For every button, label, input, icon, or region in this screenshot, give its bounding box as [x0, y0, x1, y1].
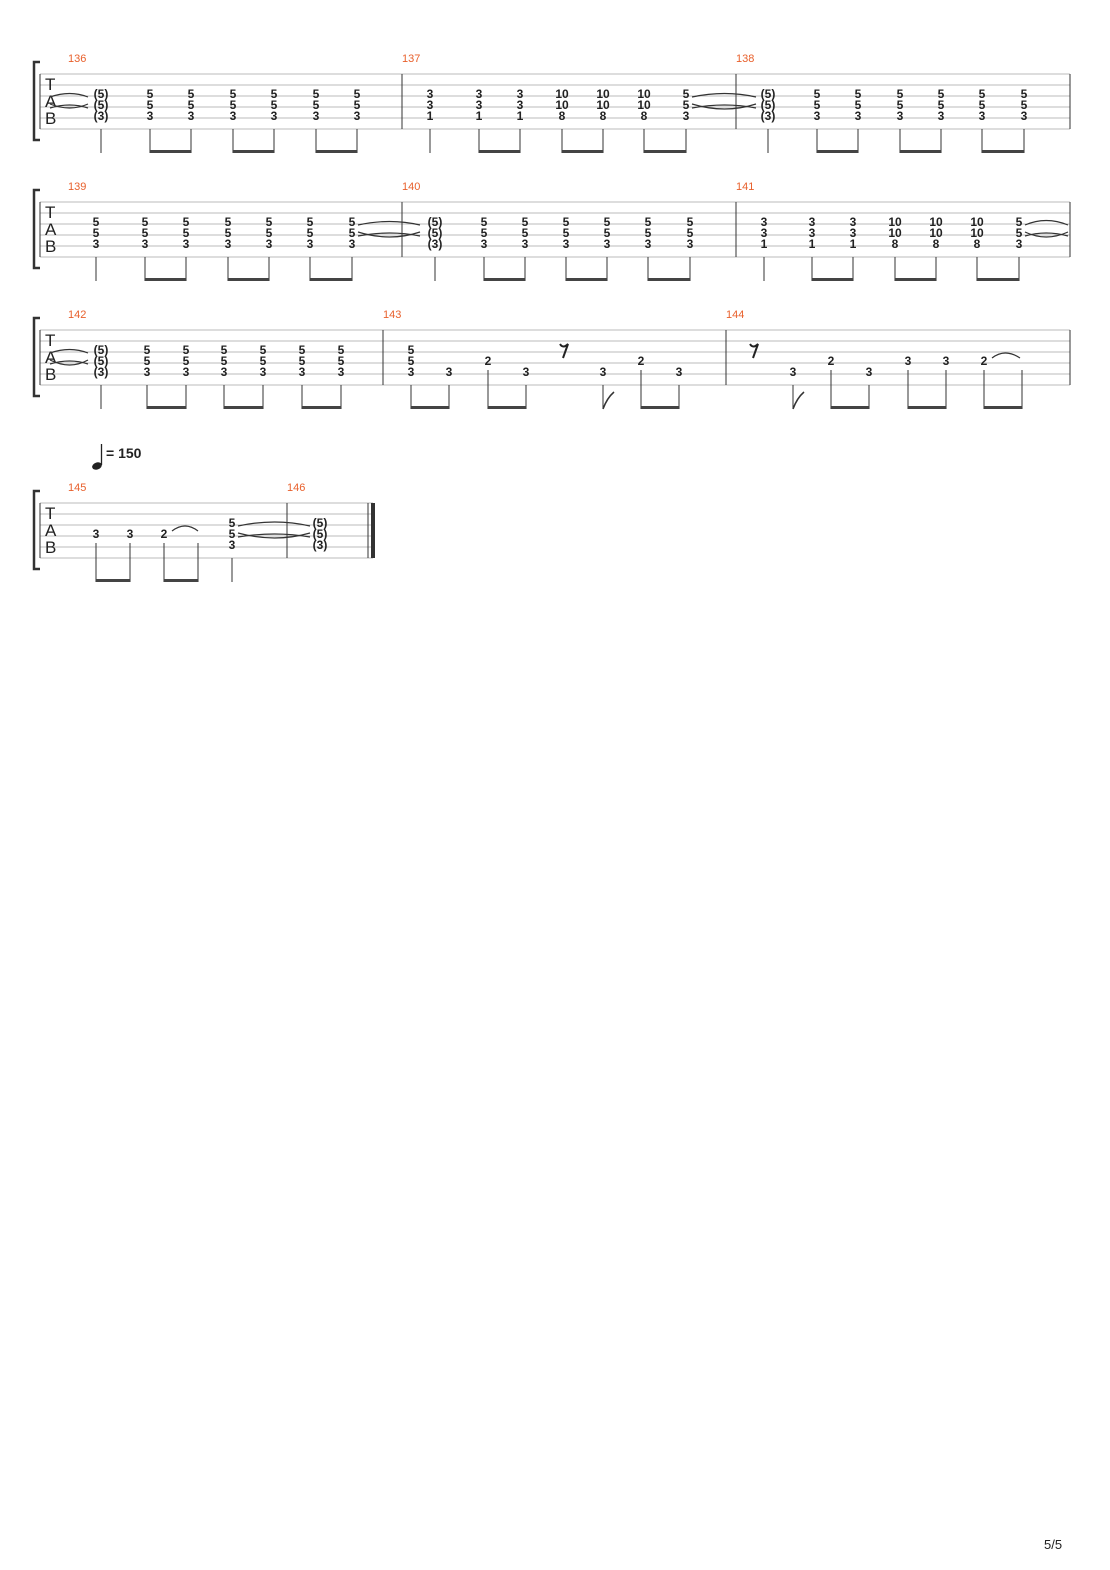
tab-system-1 [34, 53, 1070, 153]
chord [897, 87, 904, 123]
fret-number: 3 [865, 365, 873, 379]
fret-number: 3 [849, 215, 857, 229]
fret-number: 3 [426, 98, 434, 112]
fret-number: 3 [259, 365, 267, 379]
staff-lines [40, 330, 1070, 385]
tab-clef-a: A [45, 92, 57, 111]
fret-number: 10 [637, 87, 651, 101]
fret-number: 5 [182, 343, 190, 357]
chord [183, 215, 190, 251]
measure-145 [93, 516, 236, 582]
fret-number: 5 [353, 98, 361, 112]
tab-clef-t: T [45, 331, 56, 350]
fret-number: 3 [682, 109, 690, 123]
fret-number: 10 [888, 226, 902, 240]
chord [147, 87, 154, 123]
fret-number: 5 [143, 354, 151, 368]
fret-number: 5 [407, 343, 415, 357]
eighth-rest-icon [750, 344, 758, 358]
fret-number: (5) [312, 516, 328, 530]
fret-number: 3 [265, 237, 273, 251]
fret-number: 5 [644, 226, 652, 240]
chord [313, 87, 320, 123]
fret-number: 5 [141, 215, 149, 229]
fret-number: 3 [92, 237, 100, 251]
fret-number: 5 [259, 354, 267, 368]
chord [1021, 87, 1028, 123]
beams [147, 406, 341, 409]
fret-number: 5 [480, 226, 488, 240]
measure-number: 143 [383, 309, 402, 321]
chord [761, 87, 776, 123]
chord [687, 215, 694, 251]
fret-number: 3 [143, 365, 151, 379]
fret-number: 5 [686, 226, 694, 240]
fret-number: 3 [789, 365, 797, 379]
fret-number: 5 [259, 343, 267, 357]
chord [299, 343, 306, 379]
fret-number: 5 [298, 354, 306, 368]
beams [817, 150, 1024, 153]
tab-system-3 [34, 309, 1070, 409]
rhythm-stems [435, 257, 690, 281]
fret-number: 5 [229, 98, 237, 112]
system-bracket [34, 190, 40, 268]
fret-number: 2 [980, 354, 988, 368]
fret-number: (3) [93, 109, 109, 123]
fret-number: 5 [306, 226, 314, 240]
measure-138 [761, 87, 1028, 153]
fret-number: 5 [229, 87, 237, 101]
fret-number: 8 [640, 109, 648, 123]
fret-number: 3 [182, 365, 190, 379]
beams [812, 278, 1019, 281]
fret-number: 5 [854, 98, 862, 112]
fret-number: 2 [160, 527, 168, 541]
fret-number: 5 [603, 226, 611, 240]
fret-number: 5 [682, 98, 690, 112]
chord [94, 343, 109, 379]
chord [183, 343, 190, 379]
fret-number: 5 [978, 98, 986, 112]
system-bracket [34, 318, 40, 396]
fret-number: 3 [521, 237, 529, 251]
fret-number: 10 [637, 98, 651, 112]
measure-number: 142 [68, 309, 87, 321]
fret-number: 5 [146, 87, 154, 101]
measure-number: 136 [68, 53, 87, 65]
fret-number: 5 [182, 226, 190, 240]
fret-number: 3 [937, 109, 945, 123]
chord [761, 215, 768, 251]
fret-number: 5 [813, 98, 821, 112]
rhythm-stems [768, 129, 1024, 153]
fret-number: 5 [141, 226, 149, 240]
fret-number: 5 [187, 98, 195, 112]
measure-number: 137 [402, 53, 421, 65]
fret-number: 3 [516, 98, 524, 112]
measure-146 [313, 516, 328, 552]
quarter-note-icon [91, 444, 103, 471]
fret-number: 5 [407, 354, 415, 368]
fret-number: 5 [1015, 215, 1023, 229]
fret-number: 1 [808, 237, 816, 251]
measure-number: 141 [736, 181, 755, 193]
system-bracket [34, 491, 40, 569]
beams [479, 150, 686, 153]
chord [229, 516, 236, 552]
rhythm-stems [101, 385, 341, 409]
chord [814, 87, 821, 123]
chord [408, 343, 415, 379]
chord [338, 343, 345, 379]
fret-number: 3 [348, 237, 356, 251]
fret-number: 8 [891, 237, 899, 251]
fret-number: 5 [220, 343, 228, 357]
chord [188, 87, 195, 123]
fret-number: 5 [896, 98, 904, 112]
fret-number: (5) [760, 98, 776, 112]
fret-number: (5) [93, 354, 109, 368]
fret-number: 10 [555, 98, 569, 112]
fret-number: 5 [562, 215, 570, 229]
measure-number: 146 [287, 482, 306, 494]
measure-number: 138 [736, 53, 755, 65]
chord [94, 87, 109, 123]
fret-number: 5 [337, 354, 345, 368]
fret-number: 8 [558, 109, 566, 123]
fret-number: 3 [562, 237, 570, 251]
fret-number: (5) [312, 527, 328, 541]
system-bracket [34, 62, 40, 140]
fret-number: 5 [298, 343, 306, 357]
fret-number: 10 [596, 87, 610, 101]
rhythm-stems [793, 370, 1022, 409]
fret-number: 3 [896, 109, 904, 123]
tab-clef-a: A [45, 348, 57, 367]
fret-number: 3 [522, 365, 530, 379]
fret-number: 5 [1020, 98, 1028, 112]
beams [831, 406, 1022, 409]
fret-number: 5 [265, 226, 273, 240]
fret-number: 3 [480, 237, 488, 251]
measure-143 [408, 343, 683, 409]
measure-number: 145 [68, 482, 87, 494]
fret-number: 5 [228, 527, 236, 541]
fret-number: 5 [270, 98, 278, 112]
eighth-flag-icon [793, 392, 804, 409]
tab-clef-t: T [45, 75, 56, 94]
rhythm-stems [96, 543, 232, 582]
chord [476, 87, 483, 123]
fret-number: (5) [427, 215, 443, 229]
fret-number: 5 [270, 87, 278, 101]
chord [266, 215, 273, 251]
chord [563, 215, 570, 251]
tab-clef-a: A [45, 220, 57, 239]
rhythm-stems [764, 257, 1019, 281]
fret-number: 3 [760, 215, 768, 229]
tab-system-4 [34, 482, 373, 582]
fret-number: 10 [929, 215, 943, 229]
measure-number: 144 [726, 309, 745, 321]
fret-number: 10 [970, 226, 984, 240]
fret-number: (5) [93, 343, 109, 357]
tab-clef-b: B [45, 237, 57, 256]
fret-number: (3) [93, 365, 109, 379]
chord [645, 215, 652, 251]
fret-number: 3 [475, 98, 483, 112]
fret-number: 8 [599, 109, 607, 123]
fret-number: 3 [603, 237, 611, 251]
fret-number: 3 [228, 538, 236, 552]
fret-number: (5) [93, 87, 109, 101]
fret-number: 5 [224, 215, 232, 229]
fret-number: 5 [146, 98, 154, 112]
chord [313, 516, 328, 552]
fret-number: 3 [407, 365, 415, 379]
measure-number: 139 [68, 181, 87, 193]
chord [522, 215, 529, 251]
fret-number: 3 [686, 237, 694, 251]
rhythm-stems [96, 257, 352, 281]
chord [604, 215, 611, 251]
fret-number: 3 [808, 215, 816, 229]
chord [271, 87, 278, 123]
fret-number: (3) [427, 237, 443, 251]
fret-number: 8 [973, 237, 981, 251]
fret-number: 5 [143, 343, 151, 357]
fret-number: 5 [220, 354, 228, 368]
chord [517, 87, 524, 123]
fret-number: 3 [942, 354, 950, 368]
tab-clef-b: B [45, 365, 57, 384]
staff-lines [40, 202, 1070, 257]
barlines [40, 202, 1070, 257]
fret-number: 3 [1020, 109, 1028, 123]
eighth-rest-icon [560, 344, 568, 358]
fret-number: 5 [937, 98, 945, 112]
fret-number: 1 [849, 237, 857, 251]
fret-number: 3 [229, 109, 237, 123]
fret-number: (5) [760, 87, 776, 101]
fret-number: 5 [813, 87, 821, 101]
chord [428, 215, 443, 251]
fret-number: 3 [599, 365, 607, 379]
fret-number: 10 [596, 98, 610, 112]
beams [411, 406, 679, 409]
tempo-value: = 150 [106, 445, 142, 461]
fret-number: 3 [187, 109, 195, 123]
fret-number: 10 [970, 215, 984, 229]
chord [850, 215, 857, 251]
fret-number: 5 [686, 215, 694, 229]
beams [145, 278, 352, 281]
measure-141 [761, 215, 1023, 281]
fret-number: 3 [808, 226, 816, 240]
tab-system-2 [34, 181, 1070, 281]
tab-clef-b: B [45, 538, 57, 557]
chord [481, 215, 488, 251]
fret-number: 5 [187, 87, 195, 101]
chord [144, 343, 151, 379]
fret-number: 3 [141, 237, 149, 251]
fret-number: 5 [562, 226, 570, 240]
fret-number: 3 [445, 365, 453, 379]
fret-number: 5 [312, 87, 320, 101]
fret-number: 5 [603, 215, 611, 229]
fret-number: 5 [348, 215, 356, 229]
fret-number: 3 [516, 87, 524, 101]
chord [307, 215, 314, 251]
fret-number: 5 [353, 87, 361, 101]
chord [938, 87, 945, 123]
barlines [40, 330, 1070, 385]
tempo-marking [91, 444, 142, 471]
tab-clef-a: A [45, 521, 57, 540]
rhythm-stems [430, 129, 686, 153]
fret-number: 5 [312, 98, 320, 112]
chord [354, 87, 361, 123]
fret-number: 5 [265, 215, 273, 229]
fret-number: 3 [92, 527, 100, 541]
fret-number: 10 [929, 226, 943, 240]
fret-number: 5 [182, 354, 190, 368]
chord [230, 87, 237, 123]
eighth-flag-icon [603, 392, 614, 409]
measure-136 [94, 87, 361, 153]
chord [225, 215, 232, 251]
fret-number: 3 [224, 237, 232, 251]
fret-number: 2 [484, 354, 492, 368]
chord [349, 215, 356, 251]
fret-number: 3 [675, 365, 683, 379]
fret-number: 3 [426, 87, 434, 101]
fret-number: 3 [475, 87, 483, 101]
measure-137 [427, 87, 690, 153]
measure-140 [428, 215, 694, 281]
measure-number: 140 [402, 181, 421, 193]
tab-clef-b: B [45, 109, 57, 128]
fret-number: 5 [306, 215, 314, 229]
chord [809, 215, 816, 251]
chord [1016, 215, 1023, 251]
measure-144 [750, 344, 1022, 409]
fret-number: 3 [849, 226, 857, 240]
tab-clef-t: T [45, 504, 56, 523]
fret-number: 3 [220, 365, 228, 379]
fret-number: 3 [306, 237, 314, 251]
fret-number: 3 [298, 365, 306, 379]
fret-number: 5 [644, 215, 652, 229]
chord [979, 87, 986, 123]
fret-number: 5 [92, 226, 100, 240]
fret-number: 3 [337, 365, 345, 379]
fret-number: 5 [92, 215, 100, 229]
fret-number: 5 [854, 87, 862, 101]
beams [150, 150, 357, 153]
fret-number: 5 [348, 226, 356, 240]
fret-number: 5 [228, 516, 236, 530]
chord [221, 343, 228, 379]
chord [427, 87, 434, 123]
chord [142, 215, 149, 251]
fret-number: 3 [760, 226, 768, 240]
fret-number: (5) [93, 98, 109, 112]
fret-number: 3 [146, 109, 154, 123]
fret-number: 3 [270, 109, 278, 123]
measure-142 [94, 343, 345, 409]
fret-number: 5 [521, 215, 529, 229]
fret-number: 3 [1015, 237, 1023, 251]
beams [96, 579, 198, 582]
fret-number: 3 [904, 354, 912, 368]
fret-number: 5 [978, 87, 986, 101]
fret-number: 3 [644, 237, 652, 251]
beams [484, 278, 690, 281]
fret-number: (5) [427, 226, 443, 240]
fret-number: 1 [475, 109, 483, 123]
fret-number: 5 [224, 226, 232, 240]
fret-number: 1 [516, 109, 524, 123]
fret-number: 2 [827, 354, 835, 368]
fret-number: 5 [337, 343, 345, 357]
fret-number: 3 [353, 109, 361, 123]
fret-number: 3 [813, 109, 821, 123]
fret-number: 1 [426, 109, 434, 123]
fret-number: 8 [932, 237, 940, 251]
fret-number: 5 [1015, 226, 1023, 240]
fret-number: (3) [312, 538, 328, 552]
fret-number: 5 [937, 87, 945, 101]
fret-number: 5 [521, 226, 529, 240]
fret-number: 5 [1020, 87, 1028, 101]
fret-number: 5 [480, 215, 488, 229]
fret-number: 10 [555, 87, 569, 101]
fret-number: 2 [637, 354, 645, 368]
measure-139 [93, 215, 356, 281]
chord [93, 215, 100, 251]
fret-number: 5 [682, 87, 690, 101]
chord [855, 87, 862, 123]
fret-number: 3 [312, 109, 320, 123]
fret-number: 5 [182, 215, 190, 229]
page-number: 5/5 [1044, 1537, 1063, 1552]
fret-number: 5 [896, 87, 904, 101]
chord [260, 343, 267, 379]
fret-number: 3 [126, 527, 134, 541]
fret-number: 10 [888, 215, 902, 229]
fret-number: 3 [182, 237, 190, 251]
rhythm-stems [101, 129, 357, 153]
chord [683, 87, 690, 123]
fret-number: 3 [978, 109, 986, 123]
fret-number: 3 [854, 109, 862, 123]
tab-clef-t: T [45, 203, 56, 222]
fret-number: (3) [760, 109, 776, 123]
fret-number: 1 [760, 237, 768, 251]
